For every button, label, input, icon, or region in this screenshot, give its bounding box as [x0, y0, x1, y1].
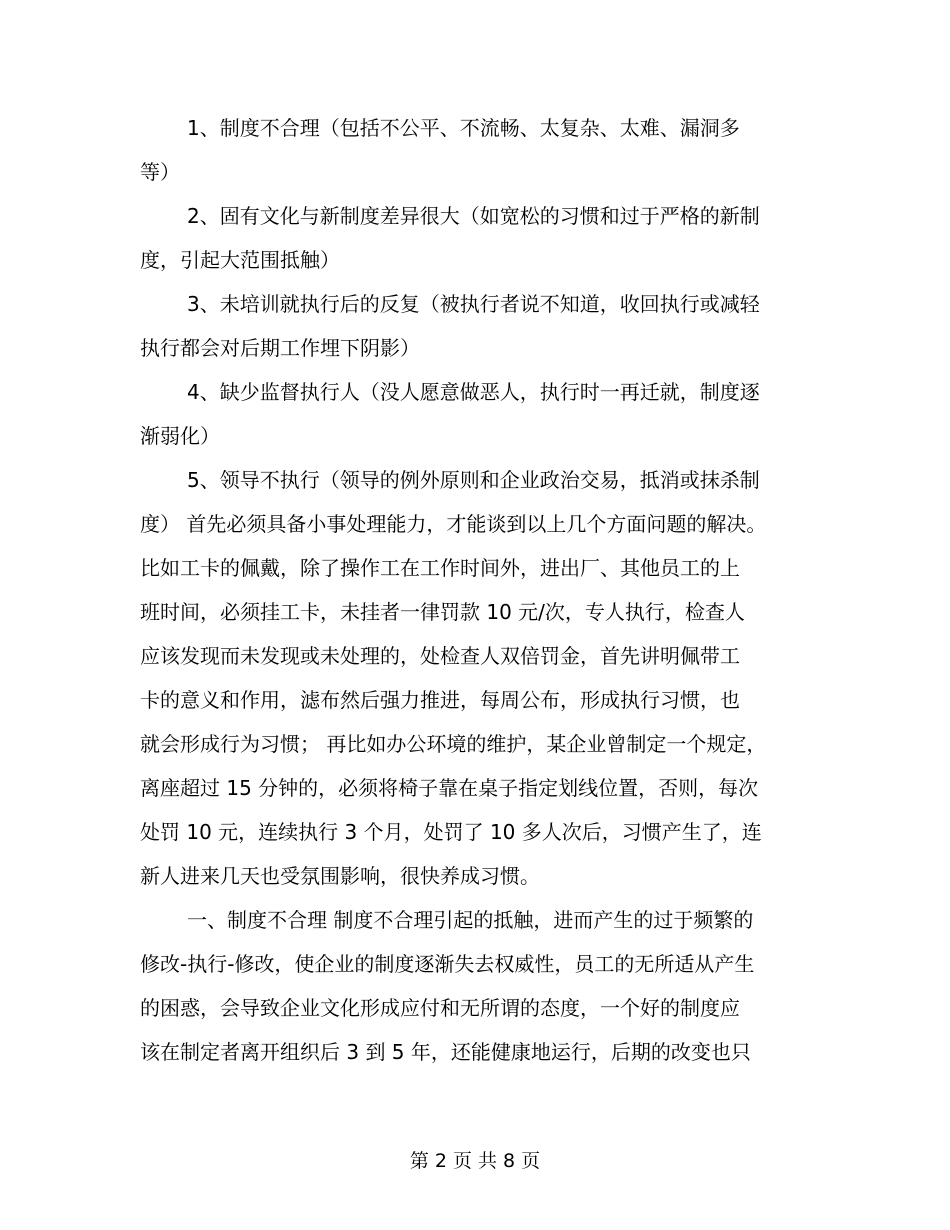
page-footer: 第 2 页 共 8 页 — [409, 1150, 541, 1172]
paragraph-line: 该在制定者离开组织后 3 到 5 年，还能健康地运行，后期的改变也只 — [140, 1040, 751, 1064]
list-item-2-continued: 度，引起大范围抵触） — [140, 248, 340, 272]
paragraph-line: 离座超过 15 分钟的，必须将椅子靠在桌子指定划线位置，否则，每次 — [140, 776, 759, 800]
paragraph-line: 就会形成行为习惯； 再比如办公环境的维护，某企业曾制定一个规定， — [140, 732, 767, 756]
paragraph-line: 的困惑，会导致企业文化形成应付和无所谓的态度，一个好的制度应 — [140, 996, 740, 1020]
list-item-2: 2、固有文化与新制度差异很大（如宽松的习惯和过于严格的新制 — [187, 204, 760, 228]
paragraph-line: 新人进来几天也受氛围影响，很快养成习惯。 — [140, 864, 540, 888]
list-item-1-continued: 等） — [140, 160, 180, 184]
list-item-3: 3、未培训就执行后的反复（被执行者说不知道，收回执行或减轻 — [187, 292, 760, 316]
paragraph-line: 度） 首先必须具备小事处理能力，才能谈到以上几个方面问题的解决。 — [140, 512, 767, 536]
paragraph-line: 卡的意义和作用，滤布然后强力推进，每周公布，形成执行习惯，也 — [140, 688, 740, 712]
paragraph-line: 班时间，必须挂工卡，未挂者一律罚款 10 元/次，专人执行，检查人 — [140, 600, 745, 624]
list-item-5: 5、领导不执行（领导的例外原则和企业政治交易，抵消或抹杀制 — [187, 468, 760, 492]
paragraph-line: 比如工卡的佩戴，除了操作工在工作时间外，进出厂、其他员工的上 — [140, 556, 740, 580]
list-item-1: 1、制度不合理（包括不公平、不流畅、太复杂、太难、漏洞多 — [187, 116, 740, 140]
paragraph-line: 修改-执行-修改，使企业的制度逐渐失去权威性，员工的无所适从产生 — [140, 952, 755, 976]
list-item-3-continued: 执行都会对后期工作埋下阴影） — [140, 336, 420, 360]
list-item-4-continued: 渐弱化） — [140, 424, 220, 448]
section-heading-line: 一、制度不合理 制度不合理引起的抵触，进而产生的过于频繁的 — [187, 908, 754, 932]
paragraph-line: 处罚 10 元，连续执行 3 个月，处罚了 10 多人次后，习惯产生了，连 — [140, 820, 762, 844]
list-item-4: 4、缺少监督执行人（没人愿意做恶人，执行时一再迁就，制度逐 — [187, 380, 760, 404]
body-text — [140, 106, 820, 1074]
paragraph-line: 应该发现而未发现或未处理的，处检查人双倍罚金，首先讲明佩带工 — [140, 644, 740, 668]
